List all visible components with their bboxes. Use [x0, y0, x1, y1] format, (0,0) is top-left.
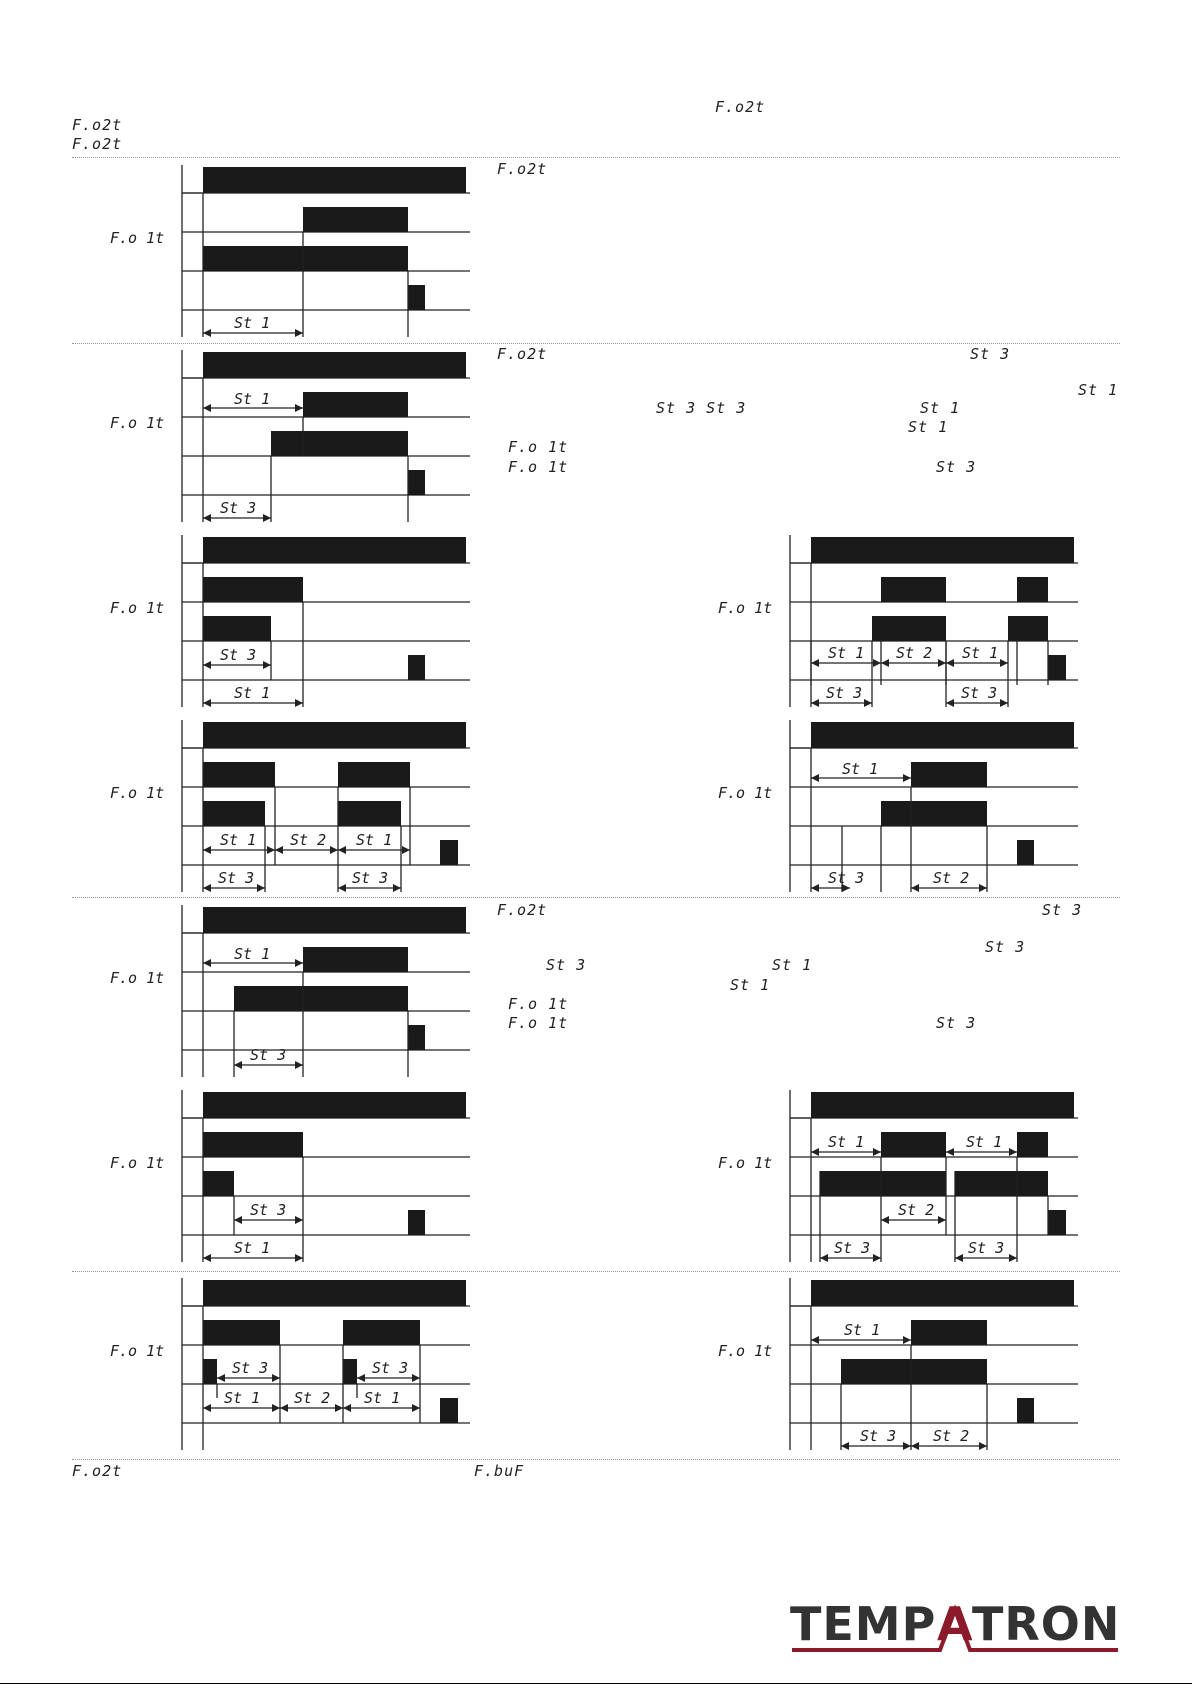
- signal-bar: [1017, 1132, 1048, 1157]
- arrow-head: [203, 1254, 211, 1262]
- arrow-head: [338, 846, 346, 854]
- arrow-head: [295, 1216, 303, 1224]
- arrow-head: [295, 329, 303, 337]
- arrow-head: [412, 1404, 420, 1412]
- arrow-head: [811, 884, 819, 892]
- signal-bar: [203, 1320, 280, 1345]
- ref-label: St 3: [546, 956, 587, 974]
- signal-bar: [303, 947, 408, 972]
- signal-bar: [203, 1359, 217, 1384]
- arrow-head: [275, 846, 283, 854]
- tempatron-logo: [790, 1590, 1120, 1660]
- timing-label: St 3: [352, 869, 389, 887]
- arrow-head: [203, 884, 211, 892]
- arrow-head: [938, 659, 946, 667]
- ref-label: St 1: [908, 418, 949, 436]
- svg-text:TEMP: TEMP: [790, 1597, 937, 1651]
- timing-label: St 2: [898, 1201, 935, 1219]
- signal-bar: [203, 1171, 234, 1196]
- ref-label: St 3: [936, 458, 977, 476]
- signal-bar: [811, 537, 1074, 563]
- arrow-head: [257, 884, 265, 892]
- timing-label: St 1: [220, 831, 257, 849]
- arrow-head: [1000, 659, 1008, 667]
- header-label: F.o2t: [715, 98, 766, 116]
- arrow-head: [402, 846, 410, 854]
- signal-bar: [408, 285, 425, 310]
- arrow-head: [1009, 1254, 1017, 1262]
- ref-label: F.o 1t: [508, 995, 569, 1013]
- signal-bar: [440, 840, 458, 865]
- signal-bar: [911, 762, 987, 787]
- signal-bar: [203, 762, 275, 787]
- timing-label: St 2: [933, 1427, 970, 1445]
- signal-bar: [234, 986, 408, 1011]
- arrow-head: [873, 1148, 881, 1156]
- arrow-head: [203, 846, 211, 854]
- row-label: F.o 1t: [718, 1154, 773, 1172]
- timing-label: St 3: [826, 684, 863, 702]
- signal-bar: [203, 1092, 466, 1118]
- ref-label: St 3: [985, 938, 1026, 956]
- signal-bar: [408, 470, 425, 495]
- svg-text:TRON: TRON: [972, 1597, 1120, 1651]
- arrow-head: [357, 1374, 365, 1382]
- timing-label: St 1: [364, 1389, 401, 1407]
- arrow-head: [272, 1404, 280, 1412]
- row-label: F.o 1t: [718, 1342, 773, 1360]
- arrow-head: [911, 884, 919, 892]
- page-bottom-rule: [0, 1683, 1192, 1684]
- signal-bar: [881, 801, 987, 826]
- arrow-head: [903, 1336, 911, 1344]
- signal-bar: [203, 577, 303, 602]
- arrow-head: [412, 1374, 420, 1382]
- ref-label: St 1: [730, 976, 771, 994]
- arrow-head: [203, 329, 211, 337]
- arrow-head: [881, 659, 889, 667]
- row-label: F.o 1t: [110, 229, 165, 247]
- row-label: F.o 1t: [110, 969, 165, 987]
- timing-label: St 2: [290, 831, 327, 849]
- row-label: F.o 1t: [718, 599, 773, 617]
- timing-label: St 1: [234, 314, 271, 332]
- signal-bar: [955, 1171, 1048, 1196]
- arrow-head: [841, 1442, 849, 1450]
- timing-label: St 3: [220, 646, 257, 664]
- section-label: F.o2t: [497, 160, 548, 178]
- signal-bar: [203, 246, 408, 271]
- signal-bar: [203, 801, 265, 826]
- arrow-head: [911, 1442, 919, 1450]
- signal-bar: [408, 1025, 425, 1050]
- signal-bar: [203, 616, 271, 641]
- arrow-head: [203, 959, 211, 967]
- arrow-head: [203, 404, 211, 412]
- arrow-head: [903, 774, 911, 782]
- timing-label: St 3: [218, 869, 255, 887]
- signal-bar: [303, 392, 408, 417]
- arrow-head: [335, 1404, 343, 1412]
- signal-bar: [1008, 616, 1048, 641]
- signal-bar: [338, 801, 401, 826]
- arrow-head: [393, 884, 401, 892]
- timing-label: St 1: [828, 1133, 865, 1151]
- signal-bar: [1017, 1398, 1034, 1423]
- arrow-head: [979, 884, 987, 892]
- arrow-head: [903, 1442, 911, 1450]
- signal-bar: [343, 1320, 420, 1345]
- arrow-head: [881, 1216, 889, 1224]
- signal-bar: [1048, 655, 1066, 680]
- signal-bar: [1048, 1210, 1066, 1235]
- signal-bar: [1017, 840, 1034, 865]
- arrow-head: [938, 1216, 946, 1224]
- arrow-head: [263, 514, 271, 522]
- signal-bar: [440, 1398, 458, 1423]
- arrow-head: [1000, 699, 1008, 707]
- signal-bar: [408, 655, 425, 680]
- signal-bar: [203, 1132, 303, 1157]
- signal-bar: [820, 1171, 946, 1196]
- row-label: F.o 1t: [718, 784, 773, 802]
- footer-label: F.o2t: [72, 1462, 123, 1480]
- arrow-head: [295, 699, 303, 707]
- signal-bar: [203, 907, 466, 933]
- timing-label: St 1: [234, 1239, 271, 1257]
- timing-label: St 2: [896, 644, 933, 662]
- arrow-head: [811, 1148, 819, 1156]
- timing-label: St 3: [220, 499, 257, 517]
- arrow-head: [946, 659, 954, 667]
- header-label: F.o2t: [72, 135, 123, 153]
- svg-text:A: A: [937, 1597, 973, 1651]
- ref-label: St 1: [920, 399, 961, 417]
- arrow-head: [330, 846, 338, 854]
- signal-bar: [203, 537, 466, 563]
- signal-bar: [841, 1359, 987, 1384]
- row-label: F.o 1t: [110, 599, 165, 617]
- arrow-head: [295, 1061, 303, 1069]
- ref-label: St 3: [1042, 901, 1083, 919]
- row-label: F.o 1t: [110, 414, 165, 432]
- signal-bar: [872, 616, 946, 641]
- signal-bar: [203, 167, 466, 193]
- timing-label: St 3: [250, 1046, 287, 1064]
- arrow-head: [811, 699, 819, 707]
- signal-bar: [408, 1210, 425, 1235]
- signal-bar: [203, 722, 466, 748]
- footer-label: F.buF: [474, 1462, 525, 1480]
- arrow-head: [217, 1374, 225, 1382]
- timing-label: St 1: [962, 644, 999, 662]
- signal-bar: [303, 207, 408, 232]
- arrow-head: [234, 1216, 242, 1224]
- signal-bar: [881, 577, 946, 602]
- ref-label: St 3 St 3: [656, 399, 747, 417]
- section-label: F.o2t: [497, 901, 548, 919]
- timing-label: St 1: [224, 1389, 261, 1407]
- header-label: F.o2t: [72, 116, 123, 134]
- timing-label: St 3: [250, 1201, 287, 1219]
- arrow-head: [955, 1254, 963, 1262]
- arrow-head: [873, 1254, 881, 1262]
- arrow-head: [1009, 1148, 1017, 1156]
- ref-label: F.o 1t: [508, 1014, 569, 1032]
- arrow-head: [295, 404, 303, 412]
- arrow-head: [295, 959, 303, 967]
- ref-label: F.o 1t: [508, 438, 569, 456]
- arrow-head: [946, 699, 954, 707]
- timing-label: St 2: [933, 869, 970, 887]
- timing-label: St 1: [234, 684, 271, 702]
- timing-label: St 3: [961, 684, 998, 702]
- arrow-head: [820, 1254, 828, 1262]
- timing-label: St 1: [234, 945, 271, 963]
- signal-bar: [911, 1320, 987, 1345]
- ref-label: F.o 1t: [508, 458, 569, 476]
- signal-bar: [338, 762, 410, 787]
- arrow-head: [811, 659, 819, 667]
- arrow-head: [873, 659, 881, 667]
- timing-label: St 1: [828, 644, 865, 662]
- timing-label: St 3: [372, 1359, 409, 1377]
- arrow-head: [203, 699, 211, 707]
- section-label: F.o2t: [497, 345, 548, 363]
- signal-bar: [1017, 577, 1048, 602]
- arrow-head: [338, 884, 346, 892]
- ref-label: St 3: [936, 1014, 977, 1032]
- arrow-head: [267, 846, 275, 854]
- ref-label: St 1: [1078, 381, 1119, 399]
- row-label: F.o 1t: [110, 1342, 165, 1360]
- timing-label: St 1: [234, 390, 271, 408]
- ref-label: St 1: [772, 956, 813, 974]
- signal-bar: [343, 1359, 357, 1384]
- signal-bar: [811, 722, 1074, 748]
- timing-label: St 3: [860, 1427, 897, 1445]
- timing-label: St 3: [834, 1239, 871, 1257]
- arrow-head: [811, 774, 819, 782]
- arrow-head: [234, 1061, 242, 1069]
- timing-label: St 3: [232, 1359, 269, 1377]
- timing-label: St 1: [844, 1321, 881, 1339]
- arrow-head: [203, 514, 211, 522]
- signal-bar: [271, 431, 408, 456]
- timing-label: St 3: [828, 869, 865, 887]
- arrow-head: [811, 1336, 819, 1344]
- arrow-head: [280, 1404, 288, 1412]
- signal-bar: [811, 1280, 1074, 1306]
- signal-bar: [203, 1280, 466, 1306]
- arrow-head: [946, 1148, 954, 1156]
- arrow-head: [263, 661, 271, 669]
- signal-bar: [203, 352, 466, 378]
- arrow-head: [343, 1404, 351, 1412]
- timing-label: St 1: [966, 1133, 1003, 1151]
- timing-label: St 1: [356, 831, 393, 849]
- timing-label: St 2: [294, 1389, 331, 1407]
- arrow-head: [272, 1374, 280, 1382]
- arrow-head: [864, 699, 872, 707]
- arrow-head: [979, 1442, 987, 1450]
- arrow-head: [203, 661, 211, 669]
- row-label: F.o 1t: [110, 784, 165, 802]
- arrow-head: [295, 1254, 303, 1262]
- timing-label: St 3: [968, 1239, 1005, 1257]
- signal-bar: [811, 1092, 1074, 1118]
- signal-bar: [881, 1132, 946, 1157]
- timing-label: St 1: [842, 760, 879, 778]
- arrow-head: [203, 1404, 211, 1412]
- ref-label: St 3: [970, 345, 1011, 363]
- row-label: F.o 1t: [110, 1154, 165, 1172]
